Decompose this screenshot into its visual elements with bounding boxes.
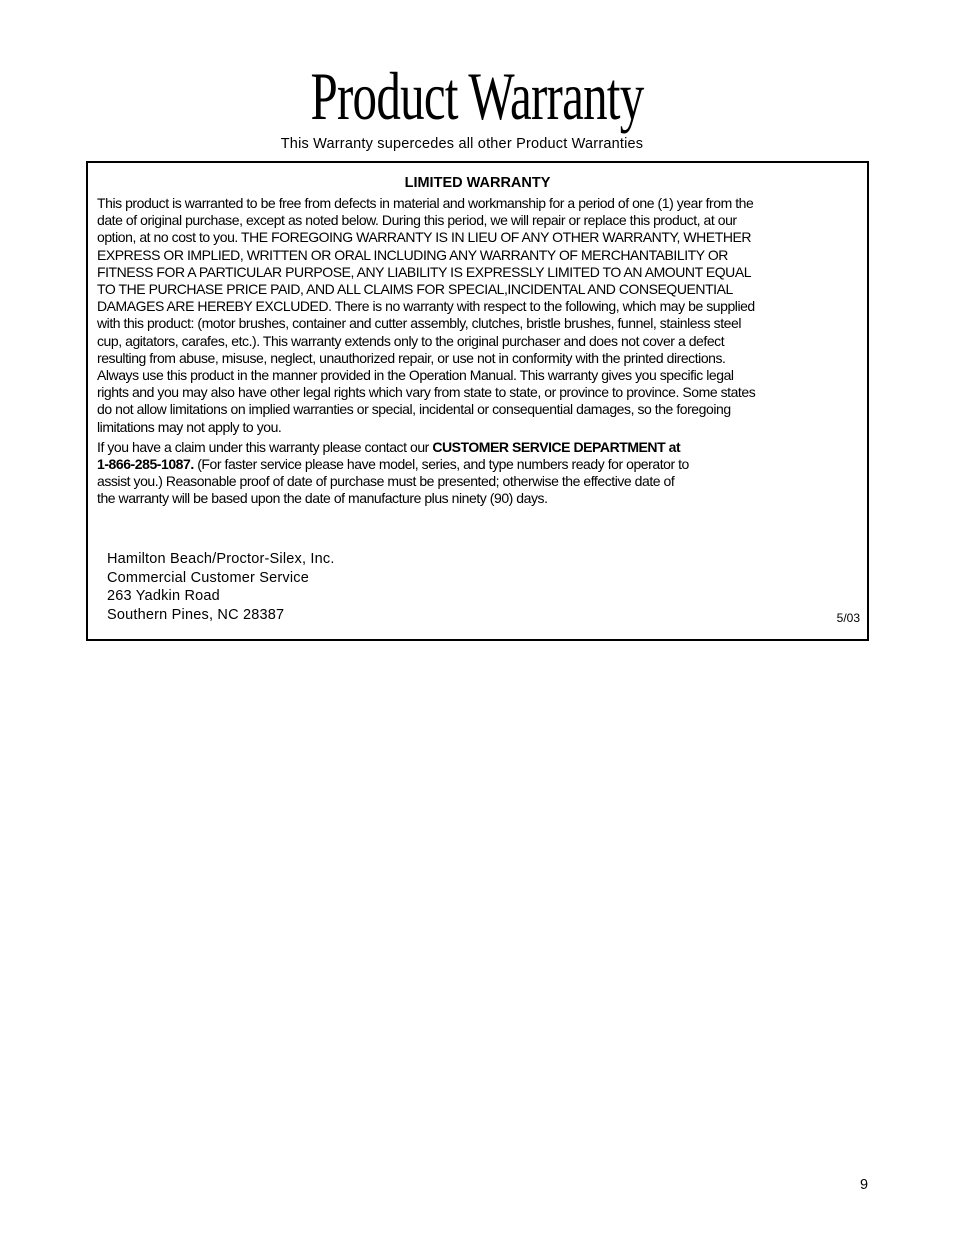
warranty-line: option, at no cost to you. THE FOREGOING WARRANTY IS IN LIEU OF ANY OTHER WARRANTY, WHETHER [97, 229, 752, 246]
warranty-line: FITNESS FOR A PARTICULAR PURPOSE, ANY LIABILITY IS EXPRESSLY LIMITED TO AN AMOUNT EQUAL [97, 263, 752, 280]
page-number: 9 [860, 1177, 869, 1193]
address-department: Commercial Customer Service [107, 569, 309, 586]
warranty-line: Always use this product in the manner provided in the Operation Manual. This warranty gives you specific legal [97, 367, 734, 384]
address-city-state-zip: Southern Pines, NC 28387 [107, 606, 285, 623]
warranty-line: limitations may not apply to you. [97, 418, 282, 435]
warranty-line: do not allow limitations on implied warranties or special, incidental or consequential damages, so the foregoing [97, 401, 731, 418]
company-address [107, 550, 335, 624]
warranty-text [97, 195, 837, 508]
warranty-paragraph-terms [97, 195, 837, 436]
claims-line: the warranty will be based upon the date of manufacture plus ninety (90) days. [97, 490, 548, 507]
claims-line [97, 456, 837, 473]
claims-line: assist you.) Reasonable proof of date of purchase must be presented; otherwise the effective date of [97, 473, 675, 490]
claims-text: (For faster service please have model, series, and type numbers ready for operator to [193, 456, 689, 473]
warranty-paragraph-claims [97, 439, 837, 508]
warranty-line: This product is warranted to be free from defects in material and workmanship for a period of one (1) year from the [97, 195, 754, 211]
warranty-line: date of original purchase, except as noted below. During this period, we will repair or replace this product, at our [97, 212, 737, 229]
claims-line [97, 439, 837, 456]
page-subtitle: This Warranty supercedes all other Product Warranties [280, 136, 644, 152]
customer-service-phone: 1-866-285-1087. [97, 456, 194, 473]
warranty-line: TO THE PURCHASE PRICE PAID, AND ALL CLAIMS FOR SPECIAL,INCIDENTAL AND CONSEQUENTIAL [97, 281, 733, 298]
warranty-line: cup, agitators, carafes, etc.). This warranty extends only to the original purchaser and does not cover a defect [97, 332, 725, 349]
warranty-heading: LIMITED WARRANTY [404, 175, 551, 191]
warranty-line: rights and you may also have other legal rights which vary from state to state, or province to province. Some states [97, 384, 756, 401]
claims-text: If you have a claim under this warranty please contact our [97, 438, 433, 455]
warranty-line: with this product: (motor brushes, container and cutter assembly, clutches, bristle brushes, funnel, stainless steel [97, 315, 741, 332]
warranty-line: DAMAGES ARE HEREBY EXCLUDED. There is no warranty with respect to the following, which may be supplied [97, 298, 755, 315]
address-company: Hamilton Beach/Proctor-Silex, Inc. [107, 551, 335, 567]
page-title: Product Warranty [310, 58, 644, 134]
warranty-line: EXPRESS OR IMPLIED, WRITTEN OR ORAL INCLUDING ANY WARRANTY OF MERCHANTABILITY OR [97, 246, 728, 263]
limited-warranty-box [86, 161, 869, 641]
revision-date-code: 5/03 [836, 611, 860, 625]
customer-service-department: CUSTOMER SERVICE DEPARTMENT at [432, 438, 681, 455]
address-street: 263 Yadkin Road [107, 588, 220, 604]
warranty-line: resulting from abuse, misuse, neglect, unauthorized repair, or use not in conformity with the printed directions. [97, 349, 726, 366]
